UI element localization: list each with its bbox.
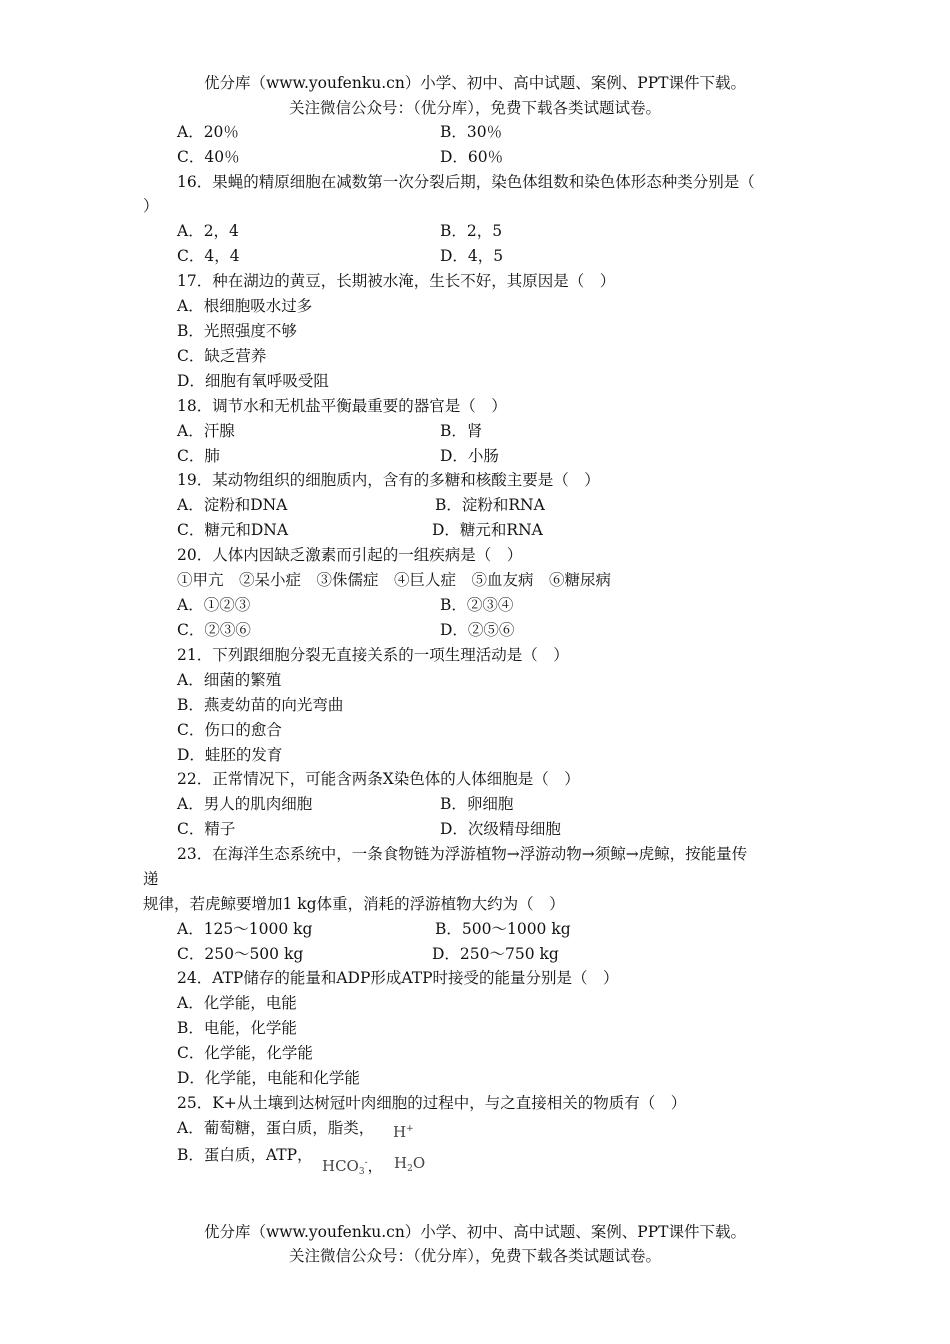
q21-option-c: C．伤口的愈合 [177,721,282,739]
q25-stem: 25．K+从土壤到达树冠叶肉细胞的过程中，与之直接相关的物质有（ ） [177,1094,687,1112]
q16-option-a: A．2，4 [177,222,239,240]
q17-option-c: C．缺乏营养 [177,347,267,365]
q22-stem: 22．正常情况下，可能含两条X染色体的人体细胞是（ ） [177,770,580,788]
q18-option-c: C．肺 [177,447,220,465]
q16-stem-cont: ） [143,197,159,215]
q25-option-b: B．蛋白质，ATP， [177,1146,313,1164]
q17-stem: 17．种在湖边的黄豆，长期被水淹，生长不好，其原因是（ ） [177,272,616,290]
q18-stem: 18．调节水和无机盐平衡最重要的器官是（ ） [177,397,507,415]
q21-option-b: B．燕麦幼苗的向光弯曲 [177,696,344,714]
footer-line-2: 关注微信公众号：（优分库），免费下载各类试题试卷。 [288,1247,661,1265]
q19-option-c: C．糖元和DNA [177,521,289,539]
q19-stem: 19．某动物组织的细胞质内，含有的多糖和核酸主要是（ ） [177,471,600,489]
q21-option-d: D．蛙胚的发育 [177,746,283,764]
q23-option-c: C．250～500 kg [177,945,304,963]
q18-option-a: A．汗腺 [177,422,235,440]
q15-option-d: D．60％ [440,148,504,166]
q17-option-a: A．根细胞吸水过多 [177,297,313,315]
q22-option-b: B．卵细胞 [440,795,514,813]
q20-items: ①甲亢 ②呆小症 ③侏儒症 ④巨人症 ⑤血友病 ⑥糖尿病 [177,571,612,589]
q23-option-a: A．125～1000 kg [177,920,313,938]
q25-option-a: A．葡萄糖，蛋白质，脂类， [177,1119,375,1137]
q19-option-b: B．淀粉和RNA [435,496,545,514]
q24-option-b: B．电能，化学能 [177,1019,297,1037]
q20-option-d: D．②⑤⑥ [440,621,515,639]
q20-stem: 20．人体内因缺乏激素而引起的一组疾病是（ ） [177,546,523,564]
q23-stem-cont-1: 递 [143,870,159,888]
q25-formula-bicarbonate: $HCO_3^-$， [322,1157,383,1177]
q23-stem: 23．在海洋生态系统中，一条食物链为浮游植物→浮游动物→须鲸→虎鲸，按能量传 [177,845,748,863]
q20-option-c: C．②③⑥ [177,621,251,639]
q18-option-b: B．肾 [440,422,483,440]
q17-option-b: B．光照强度不够 [177,322,297,340]
q23-option-b: B．500～1000 kg [435,920,571,938]
header-line-2: 关注微信公众号：（优分库），免费下载各类试题试卷。 [288,99,661,117]
q25-formula-h-plus: H+ [393,1123,414,1141]
q16-stem: 16．果蝇的精原细胞在减数第一次分裂后期，染色体组数和染色体形态种类分别是（ [177,173,755,191]
q22-option-d: D．次级精母细胞 [440,820,561,838]
q24-option-c: C．化学能，化学能 [177,1044,313,1062]
q17-option-d: D．细胞有氧呼吸受阻 [177,372,329,390]
q23-option-d: D．250～750 kg [432,945,559,963]
q15-option-b: B．30％ [440,123,503,141]
q19-option-d: D．糖元和RNA [432,521,543,539]
q15-option-a: A．20％ [177,123,239,141]
q16-option-b: B．2，5 [440,222,503,240]
header-line-1: 优分库（www.youfenku.cn）小学、初中、高中试题、案例、PPT课件下载。 [203,74,747,92]
q25-formula-water: $H_2O$ [394,1154,426,1174]
q18-option-d: D．小肠 [440,447,499,465]
q16-option-c: C．4，4 [177,247,240,265]
q16-option-d: D．4，5 [440,247,504,265]
q23-stem-cont-2: 规律，若虎鲸要增加1 kg体重，消耗的浮游植物大约为（ ） [143,895,565,913]
q20-option-b: B．②③④ [440,596,514,614]
q20-option-a: A．①②③ [177,596,251,614]
q22-option-c: C．精子 [177,820,236,838]
q21-stem: 21．下列跟细胞分裂无直接关系的一项生理活动是（ ） [177,646,569,664]
q21-option-a: A．细菌的繁殖 [177,671,282,689]
q24-option-d: D．化学能，电能和化学能 [177,1069,360,1087]
footer-line-1: 优分库（www.youfenku.cn）小学、初中、高中试题、案例、PPT课件下载。 [203,1223,747,1241]
q22-option-a: A．男人的肌肉细胞 [177,795,313,813]
q19-option-a: A．淀粉和DNA [177,496,288,514]
q24-option-a: A．化学能，电能 [177,994,297,1012]
q15-option-c: C．40％ [177,148,240,166]
q24-stem: 24．ATP储存的能量和ADP形成ATP时接受的能量分别是（ ） [177,969,619,987]
